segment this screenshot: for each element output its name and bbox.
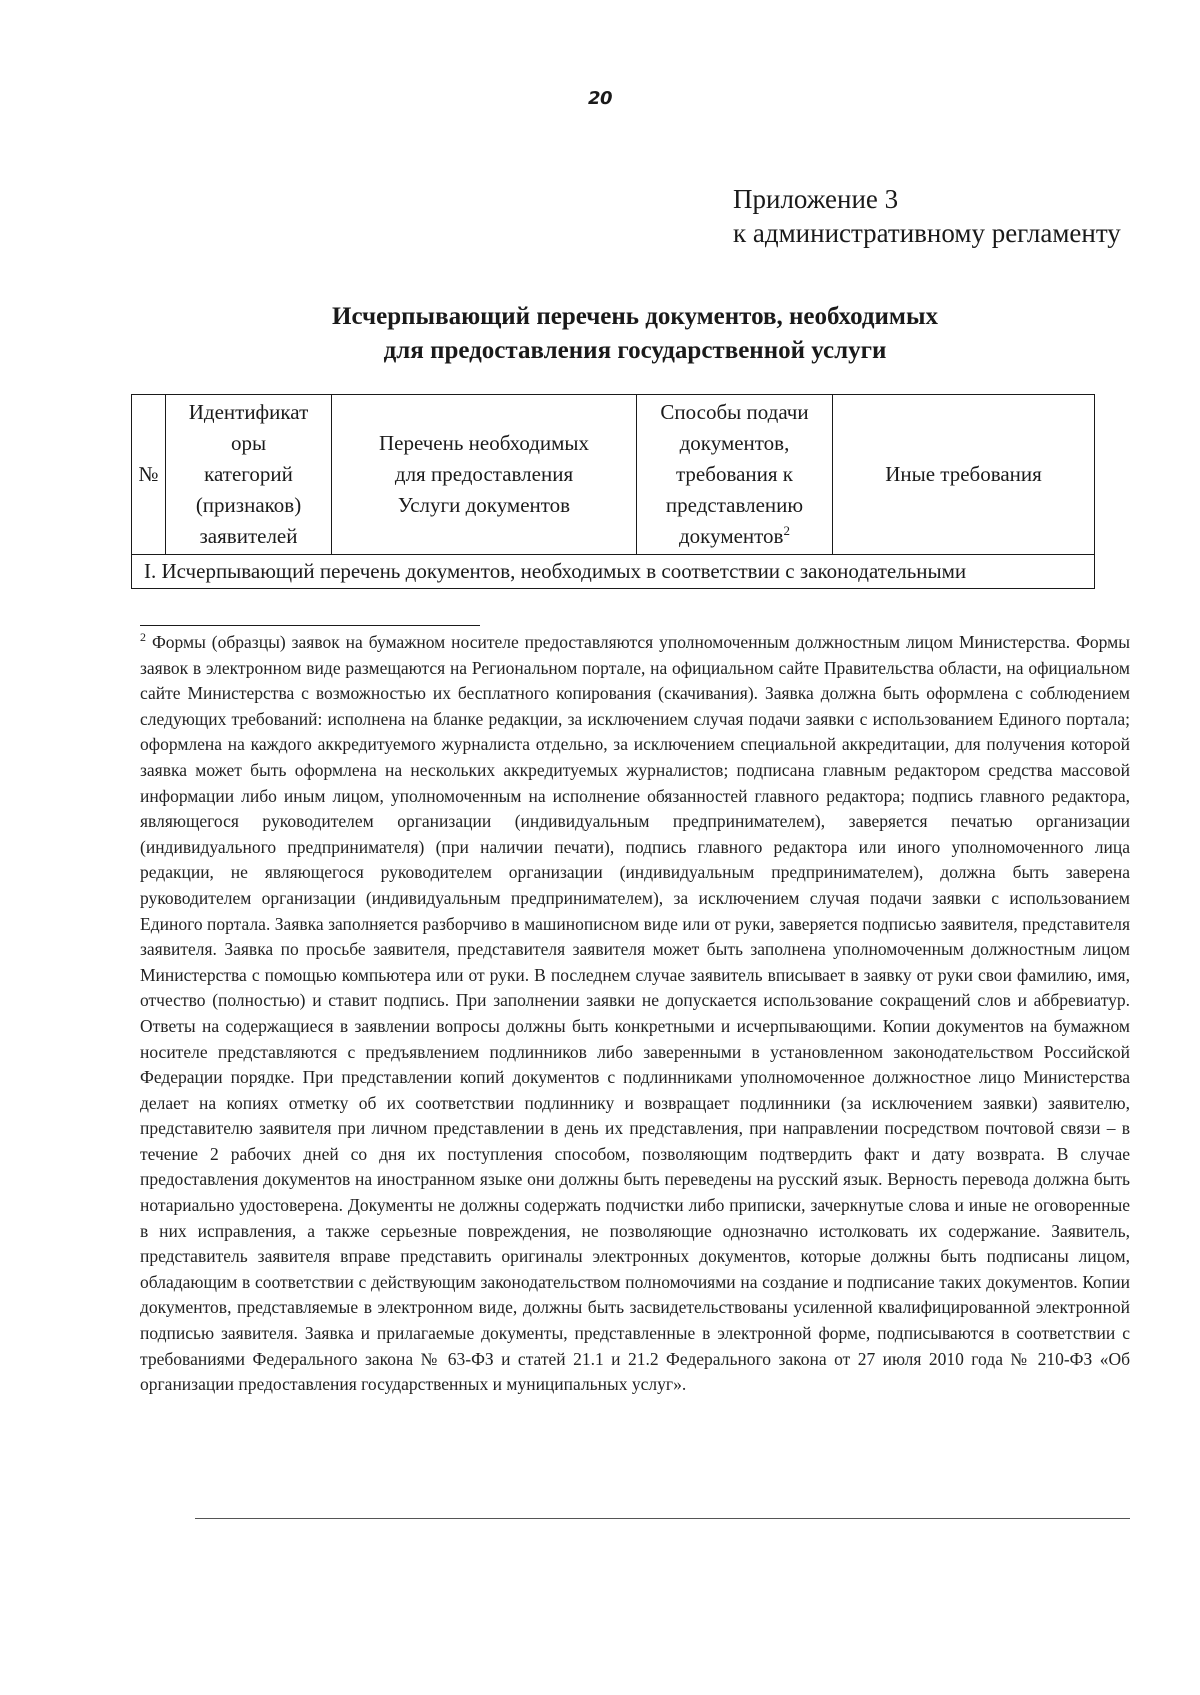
header-line: Услуги документов [397, 493, 571, 517]
header-document-list [332, 395, 637, 555]
footnote-text: Формы (образцы) заявок на бумажном носителе предоставляются уполномоченным должностным лицом Министерства. Формы заявок в электронном виде размещаются на Региональном портале, на официальном сайте Правительства области, на официальном сайте Министерства с возможностью их бесплатного копирования (скачивания). Заявка должна быть оформлена с соблюдением следующих требований: исполнена на бланке редакции, за исключением случая подачи заявки с использованием Единого портала; оформлена на каждого аккредитуемого журналиста отдельно, за исключением специальной аккредитации, для получения которой заявка может быть оформлена на нескольких аккредитуемых журналистов; подписана главным редактором средства массовой информации либо иным лицом, уполномоченным на исполнение обязанностей главного редактора; подпись главного редактора, являющегося руководителем организации (индивидуальным предпринимателем), заверяется печатью организации (индивидуального предпринимателя) (при наличии печати), подпись главного редактора или иного уполномоченного лица редакции, не являющегося руководителем организации (индивидуальным предпринимателем), должна быть заверена руководителем организации (индивидуальным предпринимателем), за исключением случая подачи заявки с использованием Единого портала. Заявка заполняется разборчиво в машинописном виде или от руки, заверяется подписью заявителя, представителя заявителя. Заявка по просьбе заявителя, представителя заявителя может быть заполнена уполномоченным должностным лицом Министерства с помощью компьютера или от руки. В последнем случае заявитель вписывает в заявку от руки свои фамилию, имя, отчество (полностью) и ставит подпись. При заполнении заявки не допускается использование сокращений слов и аббревиатур. Ответы на содержащиеся в заявлении вопросы должны быть конкретными и исчерпывающими. Копии документов на бумажном носителе представляются с предъявлением подлинников либо заверенными в установленном законодательством Российской Федерации порядке. При представлении копий документов с подлинниками уполномоченное должностное лицо Министерства делает на копиях отметку об их соответствии подлиннику и возвращает подлинники (за исключением заявки) заявителю, представителю заявителя при личном представлении в день их представления, при направлении посредством почтовой связи – в течение 2 рабочих дней со дня их поступления способом, позволяющим подтвердить факт и дату возврата. В случае предоставления документов на иностранном языке они должны быть переведены на русский язык. Верность перевода должна быть нотариально удостоверена. Документы не должны содержать подчистки либо приписки, зачеркнутые слова и иные не оговоренные в них исправления, а также серьезные повреждения, не позволяющие однозначно истолковать их содержание. Заявитель, представитель заявителя вправе представить оригиналы электронных документов, которые должны быть подписаны лицом, обладающим в соответствии с действующим законодательством полномочиями на создание и подписание таких документов. Копии документов, представляемые в электронном виде, должны быть засвидетельствованы усиленной квалифицированной электронной подписью заявителя. Заявка и прилагаемые документы, представленные в электронной форме, подписываются в соответствии с требованиями Федерального закона № 63-ФЗ и статей 21.1 и 21.2 Федерального закона от 27 июля 2010 года № 210-ФЗ «Об организации предоставления государственных и муниципальных услуг». [140, 632, 1130, 1395]
document-title-line-1: Исчерпывающий перечень документов, необходимых [332, 303, 938, 330]
section-heading-row: I. Исчерпывающий перечень документов, необходимых в соответствии с законодательными [132, 555, 1095, 589]
header-submission-methods [637, 395, 833, 555]
footnote-reference: 2 [783, 523, 790, 538]
header-line: для предоставления [394, 462, 574, 486]
header-other-requirements: Иные требования [833, 395, 1095, 555]
appendix-title: Приложение 3 [733, 184, 899, 214]
footnote-end-rule [195, 1518, 1130, 1519]
header-line: Идентификат [188, 400, 309, 424]
header-line: Перечень необходимых [378, 431, 590, 455]
header-line: документов, [679, 431, 790, 455]
header-line [641, 521, 828, 552]
appendix-header [733, 182, 1121, 250]
header-applicant-categories [166, 395, 332, 555]
header-line: требования к [676, 462, 793, 486]
footnote-mark: 2 [140, 630, 146, 645]
header-line: (признаков) [195, 493, 302, 517]
documents-table [131, 394, 1095, 589]
header-line: представлению [665, 493, 804, 517]
table-header-row [132, 395, 1095, 555]
header-line: Способы подачи [660, 400, 809, 424]
table-row [132, 555, 1095, 589]
appendix-subtitle: к административному регламенту [733, 218, 1121, 248]
header-line: заявителей [199, 524, 298, 548]
header-line: категорий [204, 462, 293, 486]
header-number: № [132, 395, 166, 555]
page-number: 20 [587, 88, 613, 109]
document-title-line-2: для предоставления государственной услуги [383, 337, 887, 364]
footnote [140, 630, 1130, 1398]
header-line-text: документов [679, 524, 784, 548]
document-title [0, 300, 1200, 368]
footnote-separator [140, 625, 480, 626]
header-line: оры [230, 431, 267, 455]
